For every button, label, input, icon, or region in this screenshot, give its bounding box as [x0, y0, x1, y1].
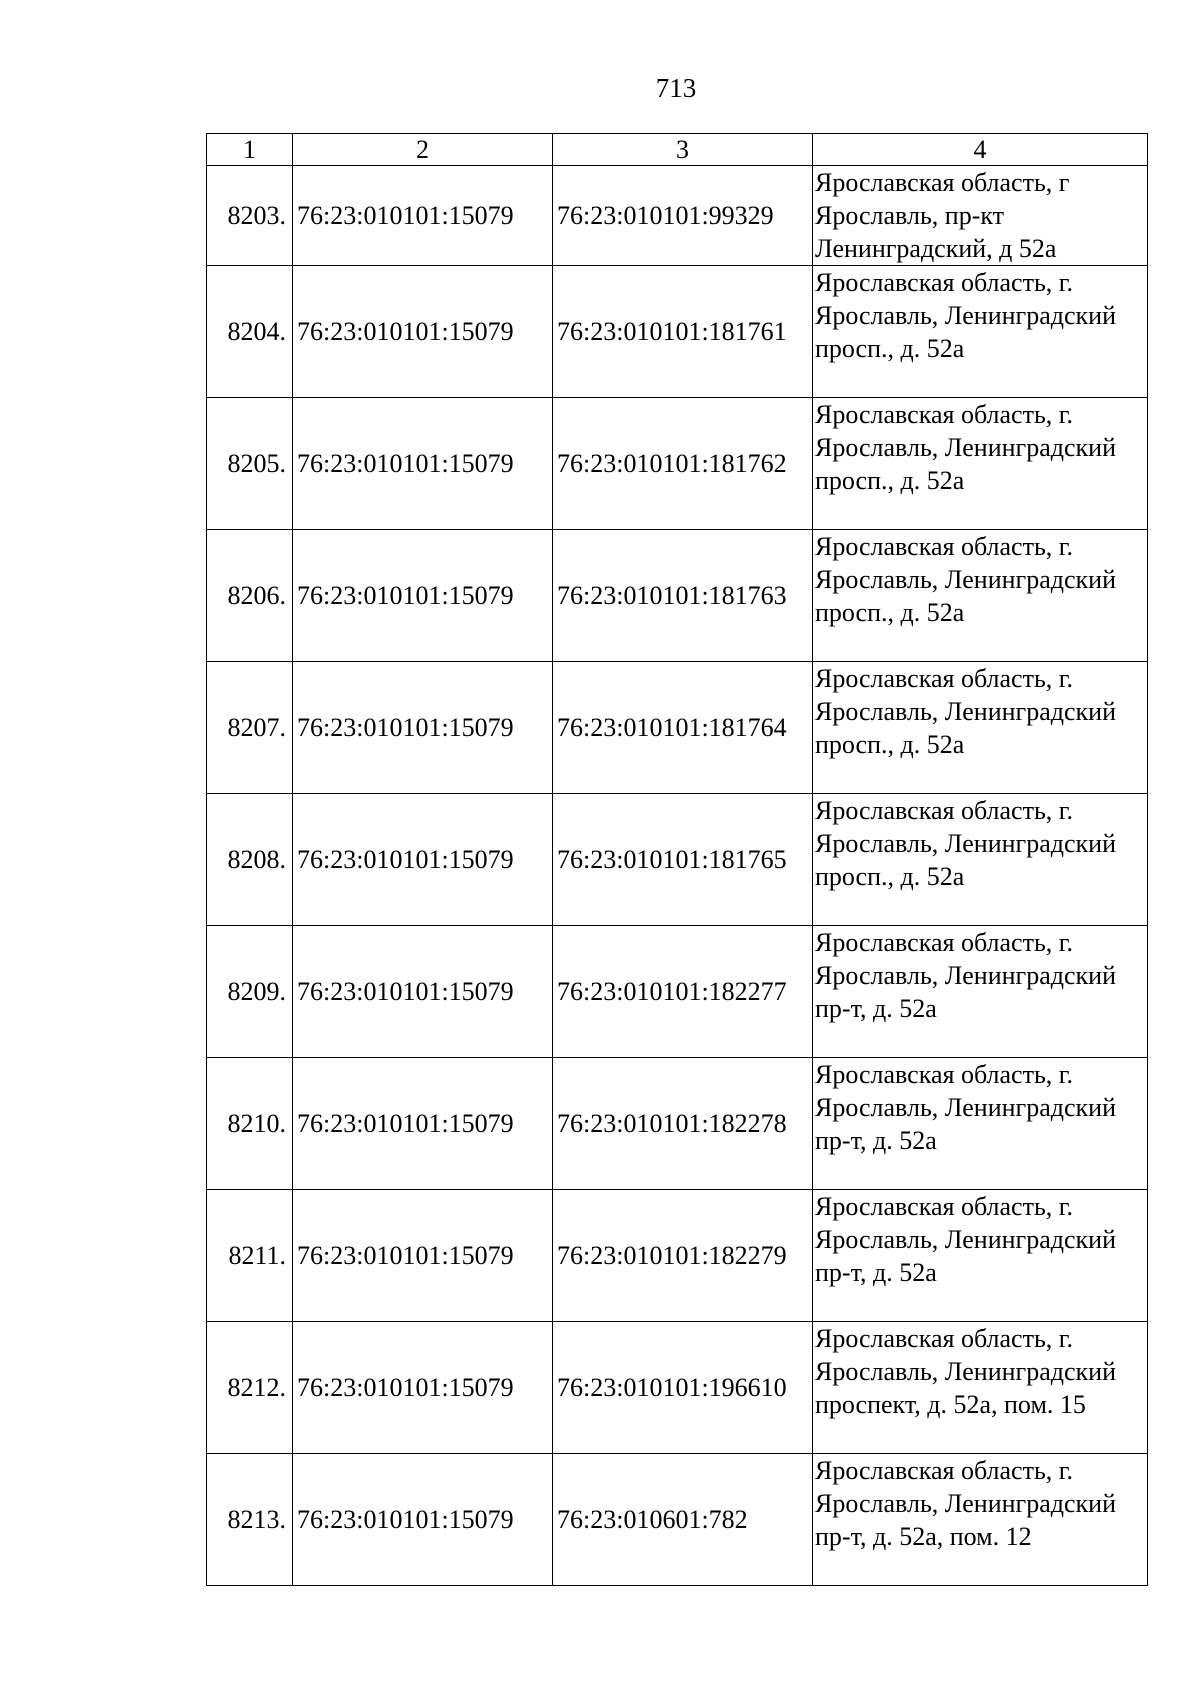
- object-number: 76:23:010101:99329: [553, 166, 813, 266]
- parcel-number: 76:23:010101:15079: [293, 166, 553, 266]
- header-col-3: 3: [553, 134, 813, 166]
- table-row: [207, 1190, 1148, 1322]
- page-number: 713: [655, 73, 697, 103]
- address: Ярославская область, г. Ярославль, Ленинградский просп., д. 52а: [813, 398, 1148, 530]
- object-number: 76:23:010101:182277: [553, 926, 813, 1058]
- table-row: [207, 266, 1148, 398]
- parcel-number: 76:23:010101:15079: [293, 398, 553, 530]
- header-col-4: 4: [813, 134, 1148, 166]
- parcel-number: 76:23:010101:15079: [293, 1322, 553, 1454]
- parcel-number: 76:23:010101:15079: [293, 1058, 553, 1190]
- address: Ярославская область, г. Ярославль, Ленинградский проспект, д. 52а, пом. 15: [813, 1322, 1148, 1454]
- header-col-2: 2: [293, 134, 553, 166]
- table-row: [207, 1058, 1148, 1190]
- table-row: [207, 530, 1148, 662]
- object-number: 76:23:010101:181764: [553, 662, 813, 794]
- address: Ярославская область, г. Ярославль, Ленинградский пр-т, д. 52а: [813, 926, 1148, 1058]
- object-number: 76:23:010101:181762: [553, 398, 813, 530]
- address: Ярославская область, г. Ярославль, Ленинградский пр-т, д. 52а: [813, 1190, 1148, 1322]
- parcel-number: 76:23:010101:15079: [293, 530, 553, 662]
- row-number: 8204.: [207, 266, 293, 398]
- object-number: 76:23:010101:182278: [553, 1058, 813, 1190]
- address: Ярославская область, г. Ярославль, Ленинградский просп., д. 52а: [813, 266, 1148, 398]
- parcel-number: 76:23:010101:15079: [293, 794, 553, 926]
- address: Ярославская область, г. Ярославль, Ленинградский пр-т, д. 52а: [813, 1058, 1148, 1190]
- row-number: 8203.: [207, 166, 293, 266]
- parcel-number: 76:23:010101:15079: [293, 926, 553, 1058]
- row-number: 8205.: [207, 398, 293, 530]
- header-col-1: 1: [207, 134, 293, 166]
- row-number: 8211.: [207, 1190, 293, 1322]
- address: Ярославская область, г. Ярославль, Ленинградский просп., д. 52а: [813, 530, 1148, 662]
- object-number: 76:23:010101:181765: [553, 794, 813, 926]
- table-row: [207, 794, 1148, 926]
- parcel-number: 76:23:010101:15079: [293, 1454, 553, 1586]
- cadastral-table: [206, 133, 1148, 1586]
- row-number: 8206.: [207, 530, 293, 662]
- table-row: [207, 662, 1148, 794]
- row-number: 8212.: [207, 1322, 293, 1454]
- parcel-number: 76:23:010101:15079: [293, 266, 553, 398]
- table-row: [207, 1322, 1148, 1454]
- table-row: [207, 926, 1148, 1058]
- row-number: 8213.: [207, 1454, 293, 1586]
- table-row: [207, 398, 1148, 530]
- parcel-number: 76:23:010101:15079: [293, 662, 553, 794]
- address: Ярославская область, г. Ярославль, Ленинградский пр-т, д. 52а, пом. 12: [813, 1454, 1148, 1586]
- object-number: 76:23:010101:181761: [553, 266, 813, 398]
- address: Ярославская область, г. Ярославль, Ленинградский просп., д. 52а: [813, 794, 1148, 926]
- row-number: 8210.: [207, 1058, 293, 1190]
- object-number: 76:23:010101:182279: [553, 1190, 813, 1322]
- address: Ярославская область, г. Ярославль, Ленинградский просп., д. 52а: [813, 662, 1148, 794]
- header-row: [207, 134, 1148, 166]
- row-number: 8209.: [207, 926, 293, 1058]
- object-number: 76:23:010101:181763: [553, 530, 813, 662]
- parcel-number: 76:23:010101:15079: [293, 1190, 553, 1322]
- row-number: 8207.: [207, 662, 293, 794]
- object-number: 76:23:010101:196610: [553, 1322, 813, 1454]
- address: Ярославская область, г Ярославль, пр-кт Ленинградский, д 52а: [813, 166, 1148, 266]
- object-number: 76:23:010601:782: [553, 1454, 813, 1586]
- table-row: [207, 166, 1148, 266]
- row-number: 8208.: [207, 794, 293, 926]
- table-row: [207, 1454, 1148, 1586]
